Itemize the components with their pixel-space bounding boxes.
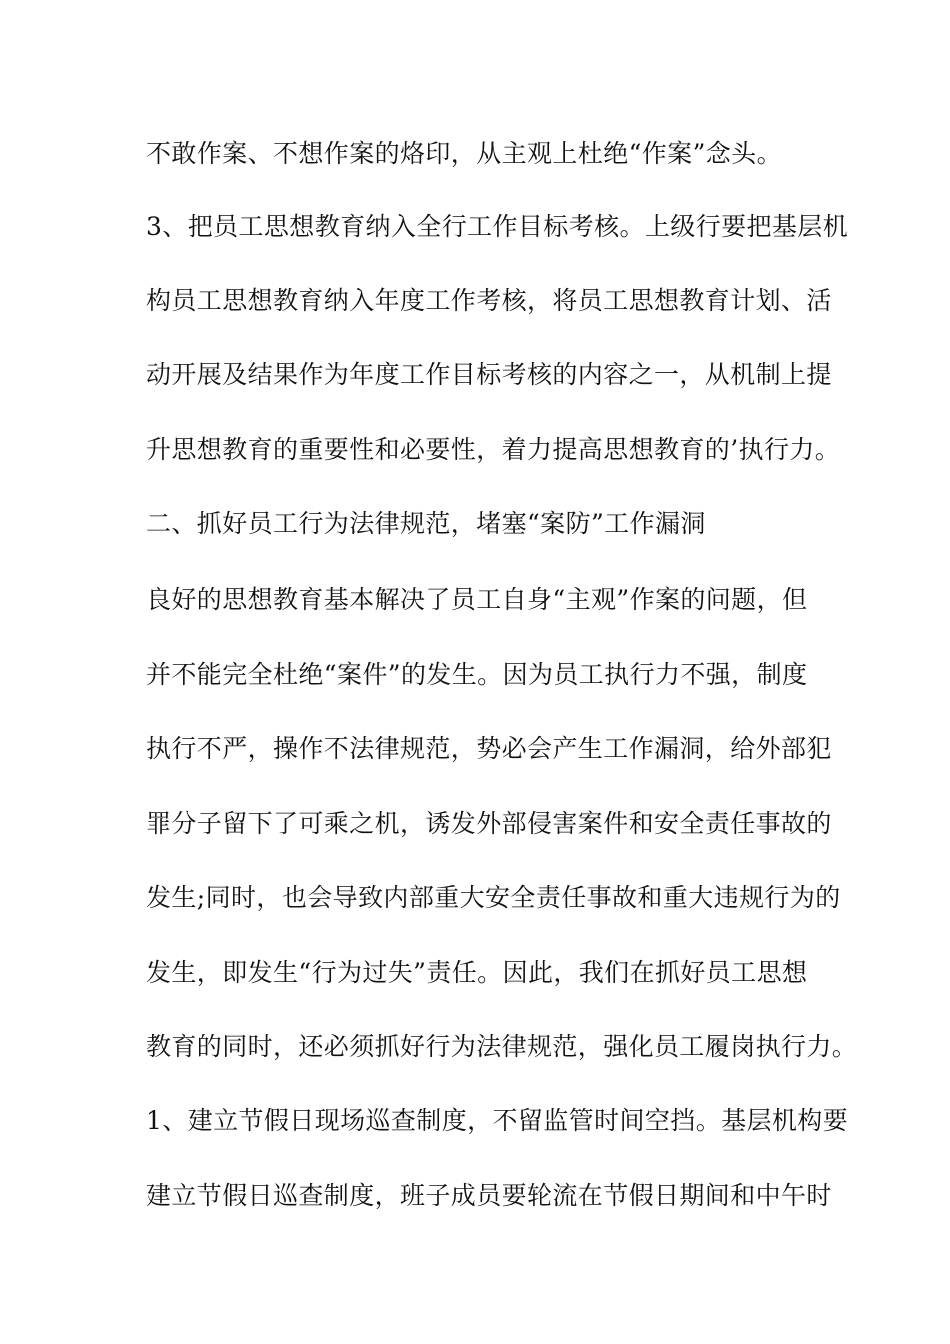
text-line-4: 动开展及结果作为年度工作目标考核的内容之一，从机制上提 [146,360,832,389]
text-line-1: 不敢作案、不想作案的烙印，从主观上杜绝“作案”念头。 [146,139,782,168]
text-line-15: 建立节假日巡查制度，班子成员要轮流在节假日期间和中午时 [146,1181,832,1210]
text-line-9: 执行不严，操作不法律规范，势必会产生工作漏洞，给外部犯 [146,734,832,763]
text-line-13: 教育的同时，还必须抓好行为法律规范，强化员工履岗执行力。 [146,1032,858,1061]
section-heading: 二、抓好员工行为法律规范，堵塞“案防”工作漏洞 [146,509,706,538]
text-line-2: 3、把员工思想教育纳入全行工作目标考核。上级行要把基层机 [146,212,849,241]
text-line-11: 发生;同时，也会导致内部重大安全责任事故和重大违规行为的 [146,883,841,912]
text-line-5: 升思想教育的重要性和必要性，着力提高思想教育的’执行力。 [146,435,841,464]
text-line-7: 良好的思想教育基本解决了员工自身“主观”作案的问题，但 [146,585,808,614]
text-line-8: 并不能完全杜绝“案件”的发生。因为员工执行力不强，制度 [146,660,808,689]
text-line-14: 1、建立节假日现场巡查制度，不留监管时间空挡。基层机构要 [146,1106,849,1135]
text-line-12: 发生，即发生“行为过失”责任。因此，我们在抓好员工思想 [146,958,808,987]
text-line-3: 构员工思想教育纳入年度工作考核，将员工思想教育计划、活 [146,286,832,315]
text-line-10: 罪分子留下了可乘之机，诱发外部侵害案件和安全责任事故的 [146,809,832,838]
